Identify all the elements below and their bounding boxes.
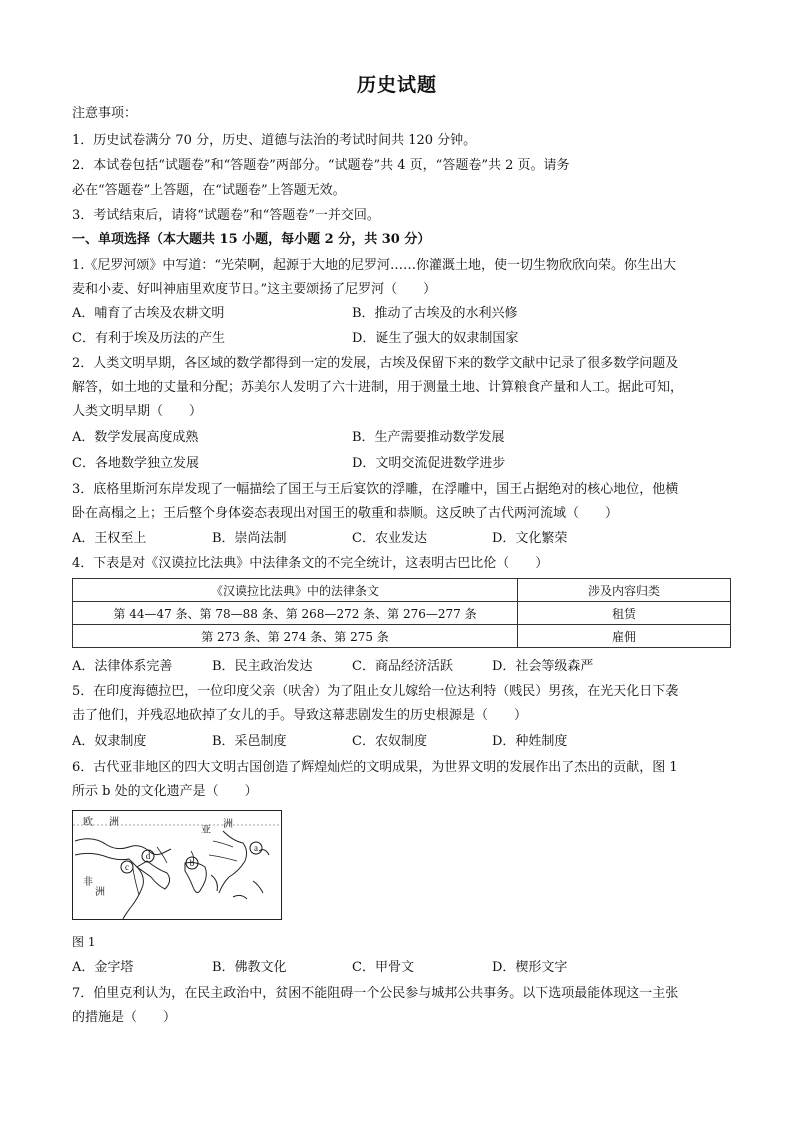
question-2-stem: 2．人类文明早期，各区域的数学都得到一定的发展，古埃及保留下来的数学文献中记录了很多数学问题及: [72, 356, 679, 371]
q4-option-a: A．法律体系完善: [72, 659, 173, 674]
question-2-stem: 解答，如土地的丈量和分配；苏美尔人发明了六十进制，用于测量土地、计算粮食产量和人工。据此可知，: [72, 380, 684, 395]
east-asia-coastline: [219, 831, 247, 893]
section-heading: 一、单项选择（本大题共 15 小题，每小题 2 分，共 30 分）: [72, 232, 431, 247]
q2-option-a: A．数学发展高度成熟: [72, 430, 199, 445]
q4-option-b: B．民主政治发达: [212, 659, 313, 674]
map-label-africa: 洲: [95, 887, 105, 898]
notice-line: 3．考试结束后，请将“试题卷”和“答题卷”一并交回。: [72, 208, 380, 223]
table-row: [73, 602, 731, 625]
map-svg: [73, 811, 281, 919]
question-5-stem: 击了他们，并残忍地砍掉了女儿的手。导致这幕悲剧发生的历史根源是（ ）: [72, 708, 528, 723]
q1-option-d: D．诞生了强大的奴隶制国家: [352, 331, 519, 346]
question-7-stem: 的措施是（ ）: [72, 1010, 177, 1025]
notice-heading: 注意事项：: [72, 106, 138, 121]
question-4-stem: 4．下表是对《汉谟拉比法典》中法律条文的不完全统计，这表明古巴比伦（ ）: [72, 556, 549, 571]
question-5-stem: 5．在印度海德拉巴，一位印度父亲（吠舍）为了阻止女儿嫁给一位达利特（贱民）男孩，在光天化日下袭: [72, 684, 679, 699]
map-label-asia: 洲: [223, 819, 233, 830]
map-label-europe: 洲: [109, 817, 119, 828]
q6-option-b: B．佛教文化: [212, 960, 287, 975]
map-figure: [72, 810, 282, 920]
question-1-stem: 麦和小麦、好叫神庙里欢度节日。”这主要颂扬了尼罗河（ ）: [72, 282, 437, 297]
q5-option-d: D．种姓制度: [492, 734, 568, 749]
q1-option-a: A．哺育了古埃及农耕文明: [72, 306, 225, 321]
q3-option-d: D．文化繁荣: [492, 531, 568, 546]
q3-option-b: B．崇尚法制: [212, 531, 287, 546]
notice-line: 1．历史试卷满分 70 分，历史、道德与法治的考试时间共 120 分钟。: [72, 133, 477, 148]
q6-option-c: C．甲骨文: [352, 960, 414, 975]
table-row: [73, 625, 731, 648]
marker-a-label: a: [254, 843, 258, 853]
q1-option-c: C．有利于埃及历法的产生: [72, 331, 225, 346]
marker-c-label: c: [125, 862, 129, 872]
marker-b-label: b: [189, 858, 195, 868]
china-rivers: [209, 841, 237, 861]
q6-option-a: A．金字塔: [72, 960, 134, 975]
table-cell: 第 273 条、第 274 条、第 275 条: [73, 625, 518, 648]
question-2-stem: 人类文明早期（ ）: [72, 404, 203, 419]
table-cell: 租赁: [518, 602, 731, 625]
mesopotamia-rivers: [157, 847, 167, 863]
question-6-stem: 6．古代亚非地区的四大文明古国创造了辉煌灿烂的文明成果，为世界文明的发展作出了杰出的贡献，图 1: [72, 760, 678, 775]
q4-option-c: C．商品经济活跃: [352, 659, 453, 674]
table-header: 《汉谟拉比法典》中的法律条文: [73, 579, 518, 602]
question-7-stem: 7．伯里克利认为，在民主政治中，贫困不能阻碍一个公民参与城邦公共事务。以下选项最能体现这一主张: [72, 986, 679, 1001]
q4-option-d: D．社会等级森严: [492, 659, 594, 674]
table-cell: 雇佣: [518, 625, 731, 648]
q5-option-c: C．农奴制度: [352, 734, 427, 749]
q3-option-c: C．农业发达: [352, 531, 427, 546]
question-6-stem: 所示 b 处的文化遗产是（ ）: [72, 784, 258, 799]
table-cell: 第 44—47 条、第 78—88 条、第 268—272 条、第 276—277 条: [73, 602, 518, 625]
notice-line: 必在“答题卷”上答题，在“试题卷”上答题无效。: [72, 183, 346, 198]
q2-option-c: C．各地数学独立发展: [72, 456, 199, 471]
map-label-europe: 欧: [83, 817, 93, 828]
map-label-africa: 非: [83, 877, 93, 888]
question-3-stem: 卧在高榻之上；王后整个身体姿态表现出对国王的敬重和恭顺。这反映了古代两河流域（ ）: [72, 506, 619, 521]
q6-option-d: D．楔形文字: [492, 960, 568, 975]
q3-option-a: A．王权至上: [72, 531, 147, 546]
figure-caption: 图 1: [72, 935, 96, 949]
q2-option-b: B．生产需要推动数学发展: [352, 430, 505, 445]
q1-option-b: B．推动了古埃及的水利兴修: [352, 306, 518, 321]
q5-option-a: A．奴隶制度: [72, 734, 147, 749]
q2-option-d: D．文明交流促进数学进步: [352, 456, 506, 471]
table-header: 涉及内容归类: [518, 579, 731, 602]
page-title: 历史试题: [356, 74, 437, 96]
map-label-asia: 亚: [201, 825, 211, 836]
notice-line: 2．本试卷包括“试题卷”和“答题卷”两部分。“试题卷”共 4 页，“答题卷”共 2 页。请务: [72, 158, 570, 173]
marker-d-label: d: [145, 851, 151, 861]
europe-coastline: [75, 839, 171, 855]
table-header-row: [73, 579, 731, 602]
nile-river: [133, 869, 139, 895]
question-3-stem: 3．底格里斯河东岸发现了一幅描绘了国王与王后宴饮的浮雕，在浮雕中，国王占据绝对的核心地位，他横: [72, 482, 679, 497]
law-table: [72, 578, 731, 648]
question-1-stem: 1.《尼罗河颂》中写道：“光荣啊，起源于大地的尼罗河……你灌溉土地，使一切生物欣欣向荣。你生出大: [72, 258, 677, 273]
q5-option-b: B．采邑制度: [212, 734, 287, 749]
